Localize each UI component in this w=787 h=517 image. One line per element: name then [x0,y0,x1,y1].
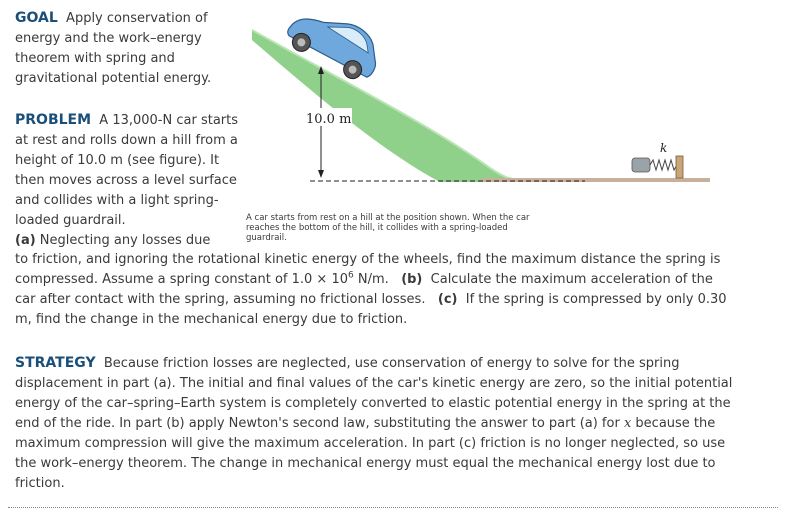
goal-heading: GOAL [15,10,58,26]
bottom-divider [8,507,778,508]
spring-constant-label: k [660,141,668,155]
strategy-heading: STRATEGY [15,355,96,371]
goal-section [15,8,240,89]
problem-intro-text: A 13,000-N car starts at rest and rolls down a hill from a height of 10.0 m (see figure). It then moves across a level surface and collides with a light spring-loaded guardrail. [15,113,238,228]
part-a-text-start: Neglecting any losses due [39,233,211,248]
height-label: 10.0 m [306,112,352,127]
guardrail-post [676,156,683,178]
part-b-label: (b) [401,272,423,287]
goal-text: Apply conservation of energy and the work–energy theorem with spring and gravitational potential energy. [15,11,212,86]
strategy-variable-x: x [623,416,632,431]
part-a-label: (a) [15,233,36,248]
strategy-section [15,353,735,494]
part-c-label: (c) [437,292,458,307]
strategy-text-2: because the maximum compression will give the maximum acceleration. In part (c) friction is no longer neglected, so use the work–energy theorem. The change in mechanical energy must equal the mechanical energy lost due to friction. [15,416,726,491]
spring-guardrail [632,141,683,178]
ground-surface [482,178,710,182]
problem-heading: PROBLEM [15,112,92,128]
problem-section-rest [15,250,735,330]
height-arrow-head-bottom [318,170,324,178]
part-a-unit: N/m. [353,272,389,287]
part-b-text: Calculate the maximum acceleration of the car after contact with the spring, assuming no frictional losses. [15,272,713,307]
problem-section-top [15,110,243,251]
strategy-text-1: Because friction losses are neglected, use conservation of energy to solve for the spring displacement in part (a). The initial and final values of the car's kinetic energy are zero, so the initial potential energy of the car–spring–Earth system is completely converted to elastic potential energy in the spring at the end of the ride. In part (b) apply Newton's second law, substituting the answer to part (a) for [15,356,733,431]
part-c-text: If the spring is compressed by only 0.30 m, find the change in the mechanical energy due to friction. [15,292,727,327]
guardrail-bumper [632,158,650,172]
spring-coil [650,160,677,170]
part-a-text-continued: to friction, and ignoring the rotational kinetic energy of the wheels, find the maximum distance the spring is compressed. Assume a spring constant of 1.0 × 10 [15,252,721,287]
part-a-exponent: 6 [348,270,354,281]
figure-caption: A car starts from rest on a hill at the position shown. When the car reaches the bottom of the hill, it collides with a spring-loaded guardrail. [246,213,530,243]
hill-car-spring-figure [240,10,720,210]
hill-shade [252,30,522,180]
